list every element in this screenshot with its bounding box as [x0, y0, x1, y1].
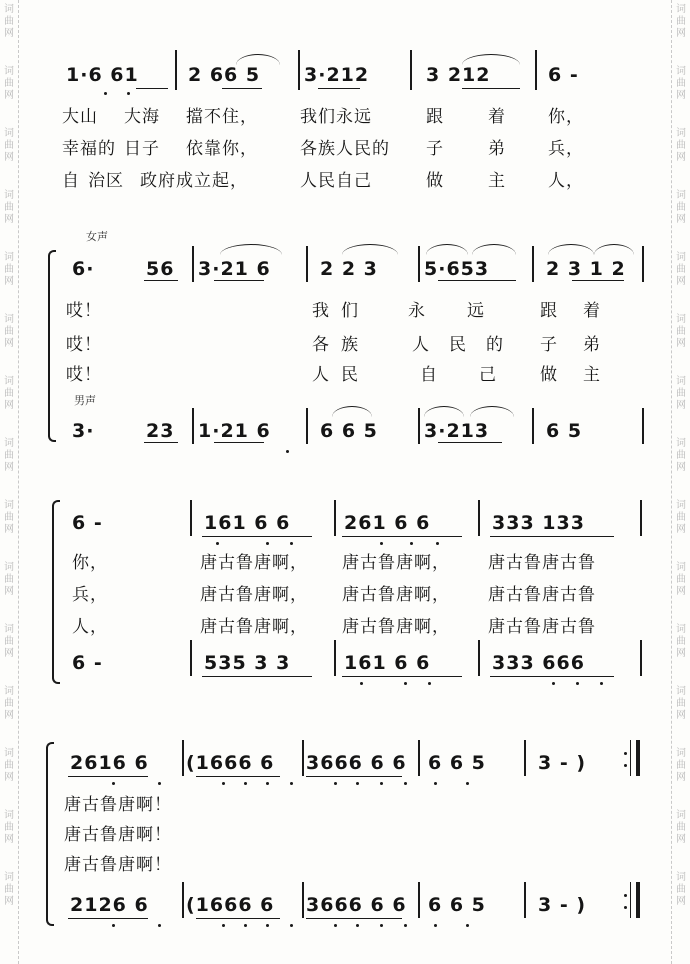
measure-notes: 6 -	[72, 652, 103, 674]
barline	[640, 640, 642, 676]
watermark-text: 词曲网	[676, 314, 686, 349]
octave-dot	[222, 924, 225, 927]
measure-notes: 23	[146, 420, 175, 442]
lyric: 你，	[548, 107, 584, 127]
barline	[410, 50, 412, 90]
lyric: 人民自己	[300, 171, 372, 191]
lyric: 唐古鲁唐啊！	[64, 795, 172, 815]
octave-dot	[290, 542, 293, 545]
eighth-underline	[342, 536, 462, 537]
watermark-text: 词曲网	[4, 500, 14, 535]
octave-dot	[576, 682, 579, 685]
measure-notes: 6·	[72, 258, 95, 280]
measure-notes: 1·6 61	[66, 64, 139, 86]
eighth-underline	[222, 88, 262, 89]
watermark-text: 词曲网	[4, 128, 14, 163]
lyric: 唐古鲁唐古鲁	[488, 553, 596, 573]
octave-dot	[404, 782, 407, 785]
barline	[190, 500, 192, 536]
watermark-text: 词曲网	[4, 314, 14, 349]
eighth-underline	[202, 536, 312, 537]
repeat-dot	[624, 752, 627, 755]
watermark-text: 词曲网	[676, 562, 686, 597]
lyric: 哎！	[66, 301, 102, 321]
eighth-underline	[318, 88, 360, 89]
barline	[524, 740, 526, 776]
lyric: 着	[488, 107, 506, 127]
barline	[302, 740, 304, 776]
octave-dot	[356, 782, 359, 785]
lyric: 兵，	[548, 139, 584, 159]
octave-dot	[244, 782, 247, 785]
measure-notes: 333 666	[492, 652, 585, 674]
octave-dot	[404, 682, 407, 685]
octave-dot	[380, 924, 383, 927]
octave-dot	[380, 542, 383, 545]
lyric: 唐古鲁唐啊，	[200, 553, 308, 573]
octave-dot	[112, 782, 115, 785]
watermark-text: 词曲网	[676, 128, 686, 163]
octave-dot	[428, 682, 431, 685]
eighth-underline	[202, 676, 312, 677]
lyric: 日子	[124, 139, 160, 159]
barline	[182, 740, 184, 776]
eighth-underline	[144, 280, 178, 281]
slur	[342, 244, 398, 255]
lyric: 子弟	[540, 335, 626, 355]
lyric: 子	[426, 139, 444, 159]
measure-notes: 2126 6	[70, 894, 149, 916]
watermark-text: 词曲网	[676, 4, 686, 39]
measure-notes: 56	[146, 258, 175, 280]
measure-notes: 6 -	[548, 64, 579, 86]
final-barline	[636, 740, 640, 776]
watermark-text: 词曲网	[4, 4, 14, 39]
slur	[424, 406, 464, 417]
lyric: 人民的	[412, 335, 523, 355]
eighth-underline	[196, 776, 280, 777]
lyric: 依靠你，	[186, 139, 258, 159]
barline	[182, 882, 184, 918]
octave-dot	[404, 924, 407, 927]
lyric: 唐古鲁唐啊！	[64, 825, 172, 845]
lyric: 人，	[72, 617, 108, 637]
eighth-underline	[68, 776, 148, 777]
barline	[418, 740, 420, 776]
barline	[532, 246, 534, 282]
slur	[462, 54, 520, 65]
barline	[642, 408, 644, 444]
measure-notes: 3·213	[424, 420, 490, 442]
lyric: 各族	[312, 335, 370, 355]
eighth-underline	[342, 676, 462, 677]
eighth-underline	[306, 918, 402, 919]
voice-label-male: 男声	[74, 394, 96, 407]
octave-dot	[104, 92, 107, 95]
octave-dot	[290, 924, 293, 927]
barline	[298, 50, 300, 90]
barline	[478, 640, 480, 676]
lyric: 唐古鲁唐啊，	[342, 585, 450, 605]
lyric: 自	[62, 171, 80, 191]
barline	[192, 408, 194, 444]
eighth-underline	[144, 442, 178, 443]
measure-notes: 161 6 6	[204, 512, 291, 534]
eighth-underline	[214, 442, 264, 443]
repeat-barline	[630, 740, 631, 776]
watermark-text: 词曲网	[4, 624, 14, 659]
octave-dot	[286, 450, 289, 453]
measure-notes: 5·653	[424, 258, 490, 280]
lyric: 唐古鲁唐啊，	[342, 553, 450, 573]
eighth-underline	[196, 918, 280, 919]
octave-dot	[436, 542, 439, 545]
measure-notes: 261 6 6	[344, 512, 431, 534]
octave-dot	[158, 782, 161, 785]
slur	[470, 406, 514, 417]
lyric: 唐古鲁唐啊，	[200, 585, 308, 605]
watermark-text: 词曲网	[4, 66, 14, 101]
lyric: 永远	[408, 301, 526, 321]
lyric: 弟	[488, 139, 506, 159]
slur	[594, 244, 634, 255]
barline	[334, 500, 336, 536]
lyric: 我们永远	[300, 107, 372, 127]
lyric: 唐古鲁唐啊，	[200, 617, 308, 637]
repeat-dot	[624, 894, 627, 897]
barline	[192, 246, 194, 282]
barline	[524, 882, 526, 918]
watermark-text: 词曲网	[4, 872, 14, 907]
watermark-text: 词曲网	[676, 376, 686, 411]
measure-notes: 6 6 5	[320, 420, 378, 442]
measure-notes: 6 6 5	[428, 752, 486, 774]
lyric: 政府成立起，	[140, 171, 248, 191]
octave-dot	[466, 782, 469, 785]
measure-notes: 2 66 5	[188, 64, 261, 86]
watermark-text: 词曲网	[4, 252, 14, 287]
measure-notes: 3 - )	[538, 894, 587, 916]
watermark-text: 词曲网	[4, 190, 14, 225]
system-brace	[46, 742, 54, 926]
watermark-text: 词曲网	[4, 562, 14, 597]
repeat-dot	[624, 906, 627, 909]
measure-notes: 535 3 3	[204, 652, 291, 674]
barline	[535, 50, 537, 90]
measure-notes: 2 2 3	[320, 258, 378, 280]
slur	[332, 406, 372, 417]
measure-notes: 2 3 1 2	[546, 258, 626, 280]
octave-dot	[222, 782, 225, 785]
watermark-text: 词曲网	[676, 810, 686, 845]
watermark-text: 词曲网	[4, 376, 14, 411]
lyric: 大山	[62, 107, 98, 127]
octave-dot	[552, 682, 555, 685]
measure-notes: 3·	[72, 420, 95, 442]
measure-notes: 3666 6 6	[306, 752, 407, 774]
eighth-underline	[490, 676, 614, 677]
octave-dot	[334, 924, 337, 927]
lyric: 唐古鲁唐古鲁	[488, 585, 596, 605]
voice-label-female: 女声	[86, 230, 108, 243]
barline	[640, 500, 642, 536]
measure-notes: 3 - )	[538, 752, 587, 774]
watermark-text: 词曲网	[4, 810, 14, 845]
lyric: 治区	[88, 171, 124, 191]
barline	[642, 246, 644, 282]
octave-dot	[266, 782, 269, 785]
octave-dot	[216, 542, 219, 545]
octave-dot	[158, 924, 161, 927]
measure-notes: 3·212	[304, 64, 370, 86]
octave-dot	[434, 924, 437, 927]
watermark-text: 词曲网	[676, 500, 686, 535]
octave-dot	[266, 924, 269, 927]
barline	[418, 882, 420, 918]
system-brace	[48, 250, 56, 442]
lyric: 跟	[426, 107, 444, 127]
watermark-text: 词曲网	[676, 190, 686, 225]
lyric: 主	[488, 171, 506, 191]
barline	[190, 640, 192, 676]
watermark-text: 词曲网	[676, 252, 686, 287]
octave-dot	[127, 92, 130, 95]
barline	[306, 408, 308, 444]
eighth-underline	[68, 918, 148, 919]
lyric: 兵，	[72, 585, 108, 605]
measure-notes: 1·21 6	[198, 420, 271, 442]
measure-notes: 3666 6 6	[306, 894, 407, 916]
eighth-underline	[490, 536, 614, 537]
measure-notes: 6 6 5	[428, 894, 486, 916]
measure-notes: (1666 6	[186, 894, 275, 916]
barline	[532, 408, 534, 444]
barline	[302, 882, 304, 918]
lyric: 自己	[420, 365, 538, 385]
octave-dot	[334, 782, 337, 785]
lyric: 各族人民的	[300, 139, 390, 159]
octave-dot	[380, 782, 383, 785]
octave-dot	[434, 782, 437, 785]
octave-dot	[266, 542, 269, 545]
lyric: 人民	[312, 365, 370, 385]
measure-notes: 3·21 6	[198, 258, 271, 280]
lyric: 唐古鲁唐啊，	[342, 617, 450, 637]
octave-dot	[466, 924, 469, 927]
barline	[478, 500, 480, 536]
repeat-barline	[630, 882, 631, 918]
lyric: 幸福的	[62, 139, 116, 159]
lyric: 唐古鲁唐古鲁	[488, 617, 596, 637]
watermark-text: 词曲网	[4, 438, 14, 473]
final-barline	[636, 882, 640, 918]
lyric: 唐古鲁唐啊！	[64, 855, 172, 875]
barline	[175, 50, 177, 90]
octave-dot	[410, 542, 413, 545]
measure-notes: 6 -	[72, 512, 103, 534]
watermark-text: 词曲网	[676, 624, 686, 659]
slur	[548, 244, 594, 255]
slur	[220, 244, 282, 255]
lyric: 擋不住，	[186, 107, 258, 127]
watermark-right	[671, 0, 690, 964]
lyric: 大海	[124, 107, 160, 127]
lyric: 我们	[312, 301, 370, 321]
eighth-underline	[462, 88, 520, 89]
eighth-underline	[136, 88, 168, 89]
eighth-underline	[306, 776, 402, 777]
slur	[236, 54, 280, 65]
octave-dot	[112, 924, 115, 927]
watermark-text: 词曲网	[676, 66, 686, 101]
lyric: 哎！	[66, 365, 102, 385]
lyric: 做	[426, 171, 444, 191]
lyric: 做主	[540, 365, 626, 385]
octave-dot	[360, 682, 363, 685]
lyric: 人，	[548, 171, 584, 191]
slur	[426, 244, 468, 255]
eighth-underline	[214, 280, 264, 281]
octave-dot	[356, 924, 359, 927]
measure-notes: 161 6 6	[344, 652, 431, 674]
watermark-left	[0, 0, 19, 964]
watermark-text: 词曲网	[676, 872, 686, 907]
barline	[418, 408, 420, 444]
lyric: 跟着	[540, 301, 626, 321]
barline	[306, 246, 308, 282]
measure-notes: 6 5	[546, 420, 583, 442]
watermark-text: 词曲网	[676, 686, 686, 721]
watermark-text: 词曲网	[4, 748, 14, 783]
watermark-text: 词曲网	[4, 686, 14, 721]
repeat-dot	[624, 764, 627, 767]
lyric: 哎！	[66, 335, 102, 355]
measure-notes: 3 212	[426, 64, 491, 86]
octave-dot	[290, 782, 293, 785]
barline	[334, 640, 336, 676]
measure-notes: (1666 6	[186, 752, 275, 774]
system-brace	[52, 500, 60, 684]
eighth-underline	[438, 442, 502, 443]
lyric: 你，	[72, 553, 108, 573]
eighth-underline	[572, 280, 624, 281]
eighth-underline	[438, 280, 516, 281]
measure-notes: 2616 6	[70, 752, 149, 774]
measure-notes: 333 133	[492, 512, 585, 534]
barline	[418, 246, 420, 282]
octave-dot	[600, 682, 603, 685]
slur	[472, 244, 516, 255]
octave-dot	[244, 924, 247, 927]
watermark-text: 词曲网	[676, 748, 686, 783]
watermark-text: 词曲网	[676, 438, 686, 473]
